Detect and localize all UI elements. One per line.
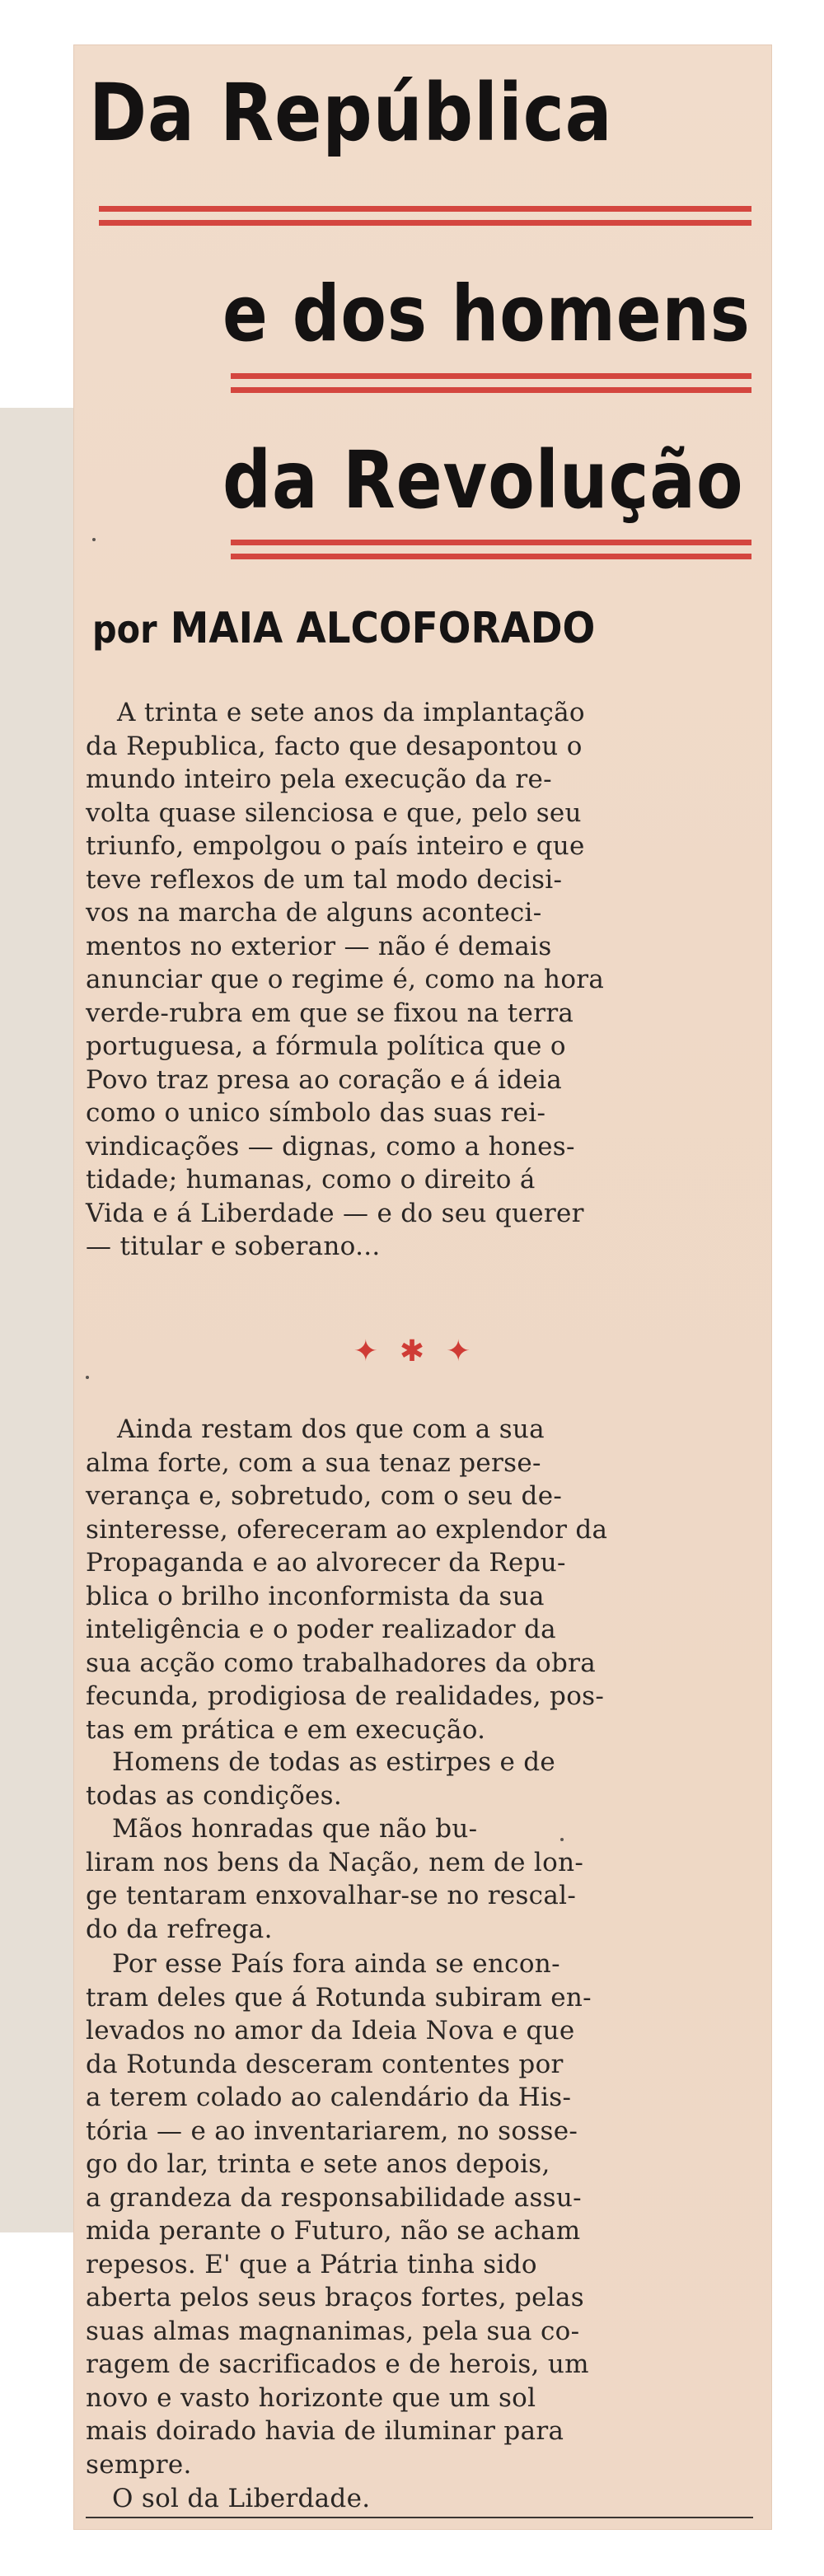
text-line: inteligência e o poder realizador da xyxy=(86,1615,556,1644)
headline-line-3: da Revolução xyxy=(222,434,744,526)
text-line: vindicações — dignas, como a hones- xyxy=(86,1131,575,1162)
backing-sheet xyxy=(0,408,82,2232)
text-line: mentos no exterior — não é demais xyxy=(86,931,552,961)
text-line: volta quase silenciosa e que, pelo seu xyxy=(86,797,582,828)
text-line: tas em prática e em execução. xyxy=(86,1714,486,1745)
text-line: do da refrega. xyxy=(86,1914,273,1944)
headline-line-1: Da República xyxy=(89,67,613,159)
text-line: verança e, sobretudo, com o seu de- xyxy=(86,1481,563,1511)
newspaper-clipping xyxy=(74,45,771,2529)
text-line: anunciar que o regime é, como na hora xyxy=(86,965,605,994)
text-line: go do lar, trinta e sete anos depois, xyxy=(86,2149,550,2179)
text-line: Homens de todas as estirpes e de xyxy=(112,1747,556,1777)
text-line: Por esse País fora ainda se encon- xyxy=(112,1949,560,1979)
text-line: Vida e á Liberdade — e do seu querer xyxy=(86,1198,584,1228)
text-line: a grandeza da responsabilidade assu- xyxy=(86,2182,582,2213)
text-line: — titular e soberano... xyxy=(86,1232,381,1261)
paragraph-5 xyxy=(86,1947,761,2481)
text-line: sua acção como trabalhadores da obra xyxy=(86,1648,597,1678)
text-line: vos na marcha de alguns aconteci- xyxy=(86,898,542,928)
text-line: mais doirado havia de iluminar para xyxy=(86,2416,564,2446)
headline-line-2: e dos homens xyxy=(222,269,751,359)
byline-prefix: por xyxy=(92,607,157,652)
text-line: da Republica, facto que desapontou o xyxy=(86,731,583,761)
text-line: sempre. xyxy=(86,2449,192,2480)
text-line: tram deles que á Rotunda subiram en- xyxy=(86,1982,592,2013)
red-star-ornament: ✦✱✦ xyxy=(353,1335,493,1368)
byline xyxy=(92,604,595,653)
text-line: sinteresse, ofereceram ao explendor da xyxy=(86,1514,608,1545)
text-line: tidade; humanas, como o direito á xyxy=(86,1165,536,1194)
text-line: todas as condições. xyxy=(86,1780,343,1811)
text-line: levados no amor da Ideia Nova e que xyxy=(86,2016,575,2045)
text-line: como o unico símbolo das suas rei- xyxy=(86,1098,546,1128)
text-line: Mãos honradas que não bu- xyxy=(112,1814,478,1844)
text-line: mundo inteiro pela execução da re- xyxy=(86,764,552,794)
text-line: ge tentaram enxovalhar-se no rescal- xyxy=(86,1881,577,1910)
paragraph-4 xyxy=(86,1812,761,1946)
text-line: A trinta e sete anos da implantação xyxy=(117,698,585,727)
text-line: novo e vasto horizonte que um sol xyxy=(86,2382,536,2413)
ink-speck xyxy=(86,1376,89,1379)
text-line: Povo traz presa ao coração e á ideia xyxy=(86,1064,563,1095)
text-line: suas almas magnanimas, pela sua co- xyxy=(86,2316,580,2346)
text-line: mida perante o Futuro, não se acham xyxy=(86,2216,581,2246)
paragraph-6 xyxy=(86,2482,761,2516)
text-line: O sol da Liberdade. xyxy=(112,2484,371,2513)
text-line: verde-rubra em que se fixou na terra xyxy=(86,998,574,1028)
ink-speck xyxy=(92,538,96,541)
red-double-rule-3 xyxy=(231,540,751,559)
text-line: fecunda, prodigiosa de realidades, pos- xyxy=(86,1681,605,1711)
text-line: portuguesa, a fórmula política que o xyxy=(86,1031,566,1061)
text-line: ragem de sacrificados e de herois, um xyxy=(86,2349,589,2379)
red-double-rule-1 xyxy=(99,206,751,226)
paragraph-2 xyxy=(86,1413,761,1746)
text-line: a terem colado ao calendário da His- xyxy=(86,2083,572,2112)
text-line: da Rotunda desceram contentes por xyxy=(86,2049,564,2079)
byline-author: MAIA ALCOFORADO xyxy=(170,604,596,653)
text-line: blica o brilho inconformista da sua xyxy=(86,1581,545,1611)
red-double-rule-2 xyxy=(231,373,751,393)
text-line: tória — e ao inventariarem, no sosse- xyxy=(86,2115,578,2146)
text-line: liram nos bens da Nação, nem de lon- xyxy=(86,1847,584,1877)
paragraph-3 xyxy=(86,1746,761,1812)
text-line: aberta pelos seus braços fortes, pelas xyxy=(86,2283,585,2312)
text-line: Propaganda e ao alvorecer da Repu- xyxy=(86,1548,566,1578)
paragraph-1 xyxy=(86,696,761,1264)
text-line: alma forte, com a sua tenaz perse- xyxy=(86,1447,541,1478)
bottom-rule xyxy=(86,2517,753,2518)
text-line: triunfo, empolgou o país inteiro e que xyxy=(86,831,585,861)
ink-speck xyxy=(560,1838,564,1841)
text-line: repesos. E' que a Pátria tinha sido xyxy=(86,2249,537,2279)
text-line: Ainda restam dos que com a sua xyxy=(117,1414,545,1444)
text-line: teve reflexos de um tal modo decisi- xyxy=(86,864,563,895)
